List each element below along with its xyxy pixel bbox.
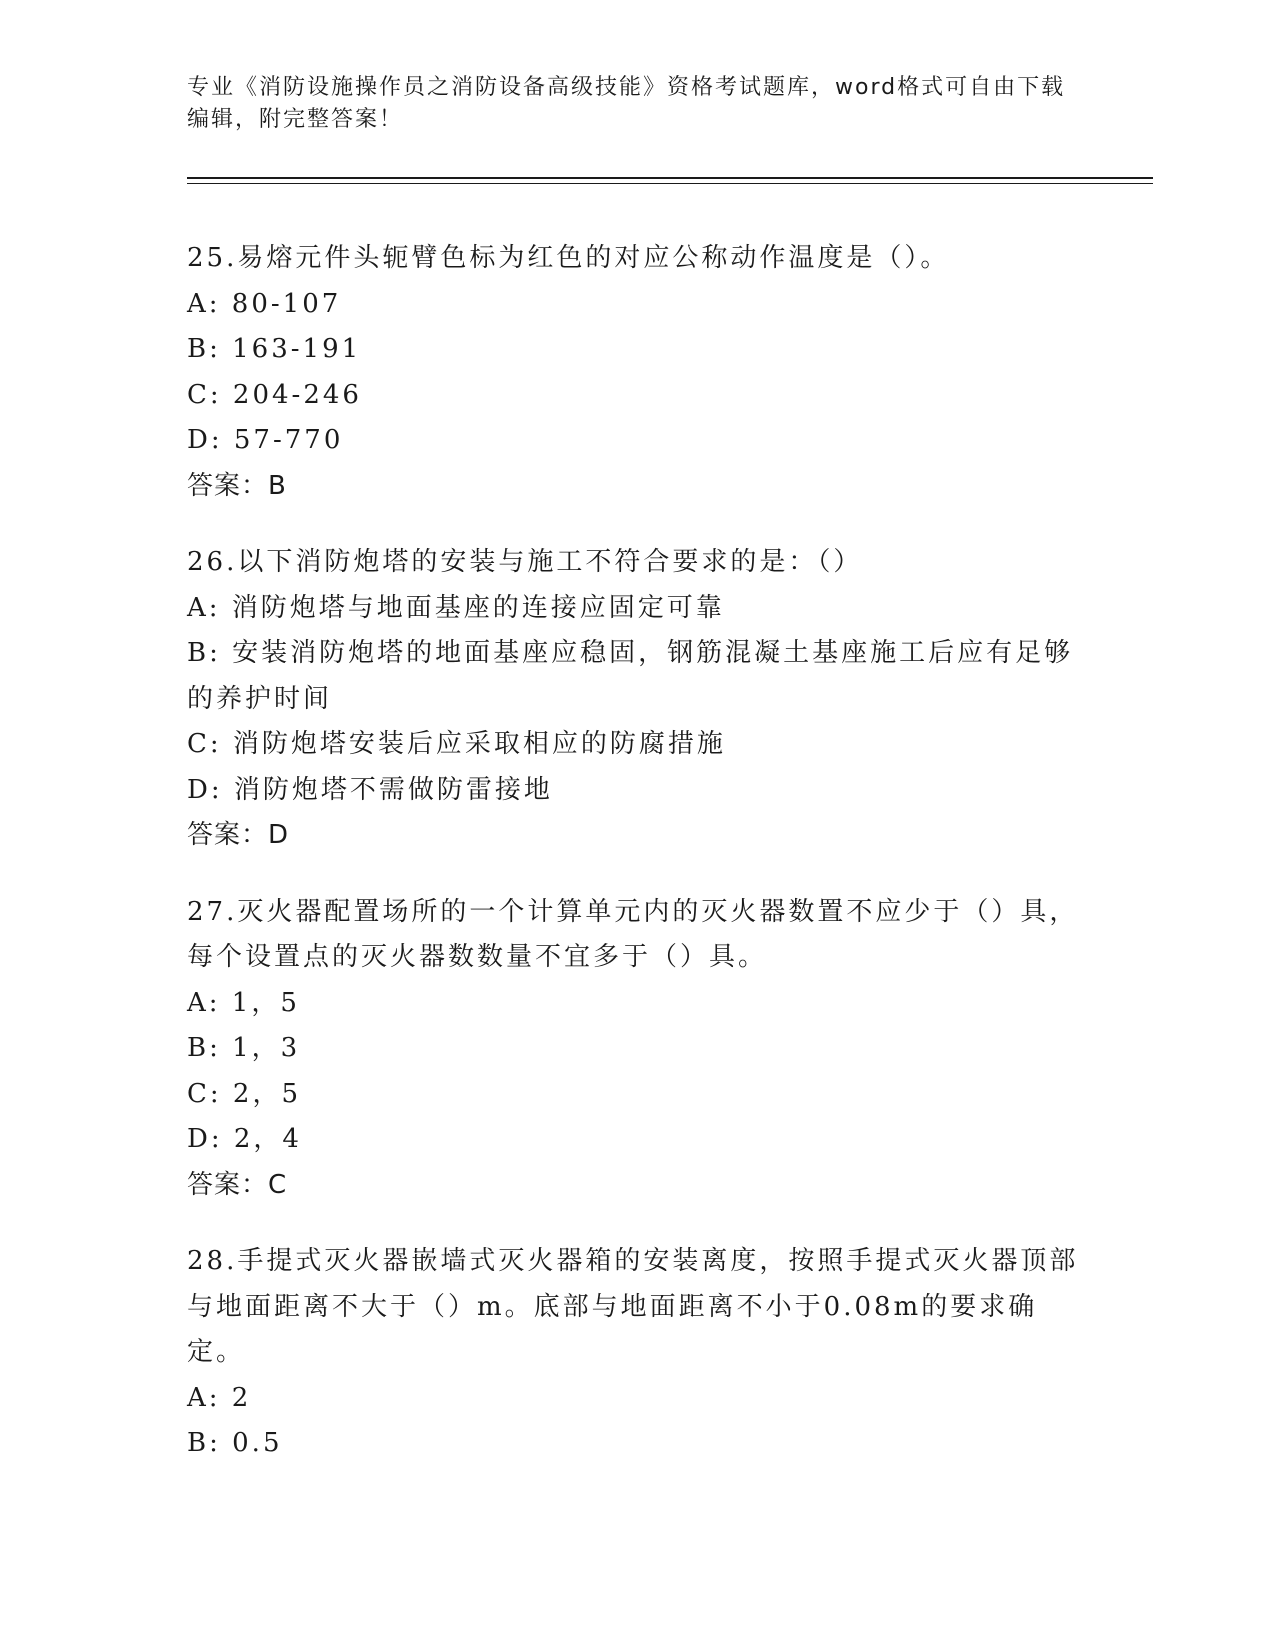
option-b: B: 0.5 <box>187 1428 283 1458</box>
option-c: C: 204-246 <box>187 379 362 410</box>
option-d: D: 57-770 <box>187 425 344 455</box>
question-26 <box>187 540 1087 859</box>
option-d: D: 消防炮塔不需做防雷接地 <box>187 774 553 805</box>
header-divider-thin <box>187 183 1153 184</box>
question-27 <box>187 890 1087 1209</box>
option-a: A: 消防炮塔与地面基座的连接应固定可靠 <box>187 592 725 623</box>
option-a: A: 80-107 <box>187 288 342 319</box>
question-list <box>187 236 1087 1498</box>
answer-line: 答案：D <box>187 820 290 850</box>
answer-line: 答案：B <box>187 470 287 501</box>
question-25 <box>187 236 1087 509</box>
question-stem: 26.以下消防炮塔的安装与施工不符合要求的是：（） <box>187 547 863 577</box>
option-b: B: 安装消防炮塔的地面基座应稳固，钢筋混凝土基座施工后应有足够的养护时间 <box>187 638 1074 714</box>
option-a: A: 2 <box>187 1382 252 1413</box>
question-stem: 28.手提式灭火器嵌墙式灭火器箱的安装离度，按照手提式灭火器顶部与地面距离不大于（）m。底部与地面距离不小于0.08m的要求确定。 <box>187 1246 1079 1367</box>
document-intro: 专业《消防设施操作员之消防设备高级技能》资格考试题库，word格式可自由下载编辑，附完整答案！ <box>187 75 1066 132</box>
option-c: C: 2，5 <box>187 1078 302 1109</box>
question-stem: 25.易熔元件头轭臂色标为红色的对应公称动作温度是（）。 <box>187 243 950 273</box>
answer-line: 答案：C <box>187 1169 288 1200</box>
option-c: C: 消防炮塔安装后应采取相应的防腐措施 <box>187 729 726 759</box>
option-d: D: 2，4 <box>187 1124 302 1154</box>
option-b: B: 163-191 <box>187 334 362 364</box>
question-28 <box>187 1239 1087 1467</box>
header-divider-thick <box>187 177 1153 179</box>
option-b: B: 1，3 <box>187 1033 301 1063</box>
question-stem: 27.灭火器配置场所的一个计算单元内的灭火器数置不应少于（）具，每个设置点的灭火器数数量不宜多于（）具。 <box>187 896 1079 972</box>
option-a: A: 1，5 <box>187 987 300 1018</box>
